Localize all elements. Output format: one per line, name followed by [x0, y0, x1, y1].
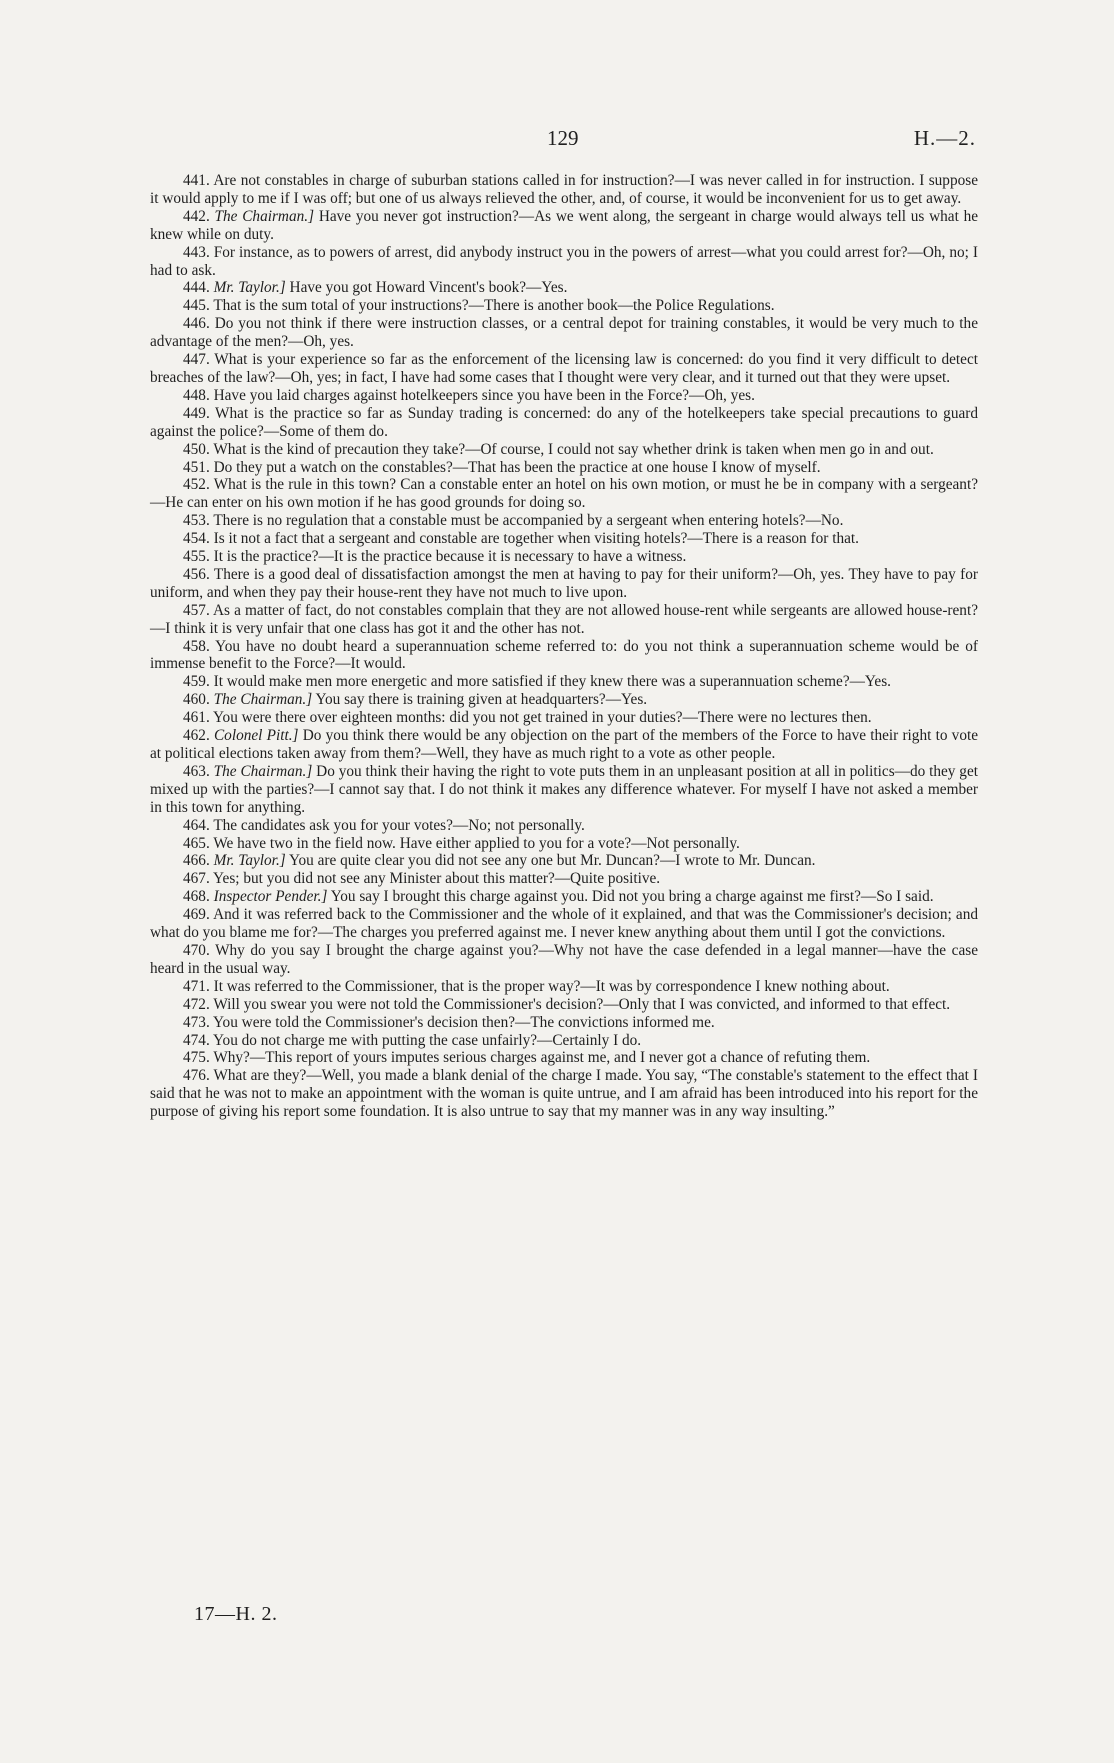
qa-paragraph: 452. What is the rule in this town? Can a constable enter an hotel on his own motion, or must he be in company with a sergeant?—He can enter on his own motion if he has good grounds for doing so. [150, 476, 978, 512]
qa-paragraph: 474. You do not charge me with putting the case unfairly?—Certainly I do. [183, 1031, 642, 1049]
paragraph-text: Do you think their having the right to vote puts them in an unpleasant position at all in politics—do they get mixed up with the parties?—I cannot say that. I do not think it makes any difference whatever. For myself I have not asked a member in this town for anything. [150, 762, 979, 816]
qa-paragraph: 473. You were told the Commissioner's decision then?—The convictions informed me. [183, 1013, 715, 1031]
minutes-of-evidence [150, 172, 978, 1121]
qa-paragraph: 443. For instance, as to powers of arrest, did anybody instruct you in the powers of arrest—what you could arrest for?—Oh, no; I had to ask. [150, 243, 978, 279]
running-head: H.—2. [913, 126, 976, 150]
paragraph-text: Have you got Howard Vincent's book?—Yes. [285, 279, 568, 297]
qa-paragraph: 467. Yes; but you did not see any Minister about this matter?—Quite positive. [183, 870, 661, 888]
qa-paragraph: 475. Why?—This report of yours imputes serious charges against me, and I never got a chance of refuting them. [183, 1049, 871, 1067]
qa-paragraph: 457. As a matter of fact, do not constables complain that they are not allowed house-rent while sergeants are allowed house-rent?—I think it is very unfair that one class has got it and the other has not. [150, 601, 978, 637]
question-number: 444. [183, 279, 214, 297]
question-number: 466. [183, 852, 214, 870]
qa-paragraph [150, 888, 978, 906]
qa-paragraph [150, 208, 978, 244]
qa-paragraph: 472. Will you swear you were not told the Commissioner's decision?—Only that I was convicted, and informed to that effect. [183, 995, 951, 1013]
page-number: 129 [547, 126, 579, 150]
question-number: 463. [183, 762, 214, 780]
qa-paragraph [150, 852, 978, 870]
qa-paragraph: 458. You have no doubt heard a superannuation scheme referred to: do you not think a superannuation scheme would be of immense benefit to the Force?—It would. [150, 637, 978, 673]
speaker-name: Mr. Taylor.] [213, 279, 286, 297]
qa-paragraph: 449. What is the practice so far as Sunday trading is concerned: do any of the hotelkeepers take special precautions to guard against the police?—Some of them do. [150, 404, 978, 440]
qa-paragraph: 469. And it was referred back to the Commissioner and the whole of it explained, and that was the Commissioner's decision; and what do you blame me for?—The charges you preferred against me. I never knew anything about them until I got the convictions. [150, 906, 978, 942]
qa-paragraph: 465. We have two in the field now. Have either applied to you for a vote?—Not personally. [183, 834, 740, 852]
qa-paragraph: 446. Do you not think if there were instruction classes, or a central depot for training constables, it would be very much to the advantage of the men?—Oh, yes. [150, 315, 978, 351]
qa-paragraph: 448. Have you laid charges against hotelkeepers since you have been in the Force?—Oh, yes. [183, 386, 755, 404]
question-number: 442. [183, 207, 215, 225]
speaker-name: Colonel Pitt.] [213, 727, 299, 745]
qa-paragraph: 464. The candidates ask you for your votes?—No; not personally. [183, 816, 585, 834]
qa-paragraph [150, 727, 978, 763]
paragraph-text: You say I brought this charge against you. Did not you bring a charge against me first?—So I said. [327, 888, 934, 906]
paragraph-text: You are quite clear you did not see any one but Mr. Duncan?—I wrote to Mr. Duncan. [285, 852, 816, 870]
qa-paragraph: 453. There is no regulation that a constable must be accompanied by a sergeant when entering hotels?—No. [183, 512, 844, 530]
question-number: 468. [183, 888, 214, 906]
question-number: 462. [183, 727, 214, 745]
signature-mark: 17—H. 2. [194, 1603, 278, 1625]
qa-paragraph: 461. You were there over eighteen months: did you not get trained in your duties?—There were no lectures then. [183, 709, 872, 727]
qa-paragraph: 445. That is the sum total of your instructions?—There is another book—the Police Regulations. [183, 297, 775, 315]
qa-paragraph: 454. Is it not a fact that a sergeant and constable are together when visiting hotels?—There is a reason for that. [183, 530, 859, 548]
qa-paragraph [150, 691, 978, 709]
question-number: 460. [183, 691, 214, 709]
qa-paragraph: 451. Do they put a watch on the constables?—That has been the practice at one house I know of myself. [183, 458, 821, 476]
speaker-name: The Chairman.] [214, 207, 315, 225]
speaker-name: Inspector Pender.] [213, 888, 328, 906]
qa-paragraph: 471. It was referred to the Commissioner, that is the proper way?—It was by correspondence I knew nothing about. [183, 977, 890, 995]
qa-paragraph: 447. What is your experience so far as the enforcement of the licensing law is concerned: do you find it very difficult to detect breaches of the law?—Oh, yes; in fact, I have had some cases that I thought were very clear, and it turned out that they were upset. [150, 351, 978, 386]
paragraph-text: Have you never got instruction?—As we went along, the sergeant in charge would always tell us what he knew while on duty. [150, 207, 979, 243]
qa-paragraph: 450. What is the kind of precaution they take?—Of course, I could not say whether drink is taken when men go in and out. [183, 440, 934, 458]
paragraph-text: You say there is training given at headquarters?—Yes. [312, 691, 648, 709]
qa-paragraph: 476. What are they?—Well, you made a blank denial of the charge I made. You say, “The constable's statement to the effect that I said that he was not to make an appointment with the woman is quite untrue, and I am afraid has been introduced into his report for the purpose of giving his report some foundation. It is also untrue to say that my manner was in any way insulting.” [150, 1067, 978, 1121]
speaker-name: The Chairman.] [213, 762, 313, 780]
speaker-name: Mr. Taylor.] [213, 852, 286, 870]
qa-paragraph [150, 279, 978, 297]
paragraph-text: Do you think there would be any objection on the part of the members of the Force to have their right to vote at political elections taken away from them?—Well, they have as much right to a vote as other people. [150, 727, 979, 762]
speaker-name: The Chairman.] [213, 691, 313, 709]
qa-paragraph: 459. It would make men more energetic and more satisfied if they knew there was a superannuation scheme?—Yes. [183, 673, 891, 691]
page-header [0, 126, 1114, 156]
qa-paragraph [150, 763, 978, 817]
qa-paragraph: 441. Are not constables in charge of suburban stations called in for instruction?—I was never called in for instruction. I suppose it would apply to me if I was off; but one of us always relieved the other, and, of course, it would be inconvenient for us to get away. [150, 172, 978, 207]
qa-paragraph: 470. Why do you say I brought the charge against you?—Why not have the case defended in a legal manner—have the case heard in the usual way. [150, 941, 978, 977]
qa-paragraph: 455. It is the practice?—It is the practice because it is necessary to have a witness. [183, 548, 687, 566]
qa-paragraph: 456. There is a good deal of dissatisfaction amongst the men at having to pay for their uniform?—Oh, yes. They have to pay for uniform, and when they pay their house-rent they have not much to live upon. [150, 565, 978, 601]
